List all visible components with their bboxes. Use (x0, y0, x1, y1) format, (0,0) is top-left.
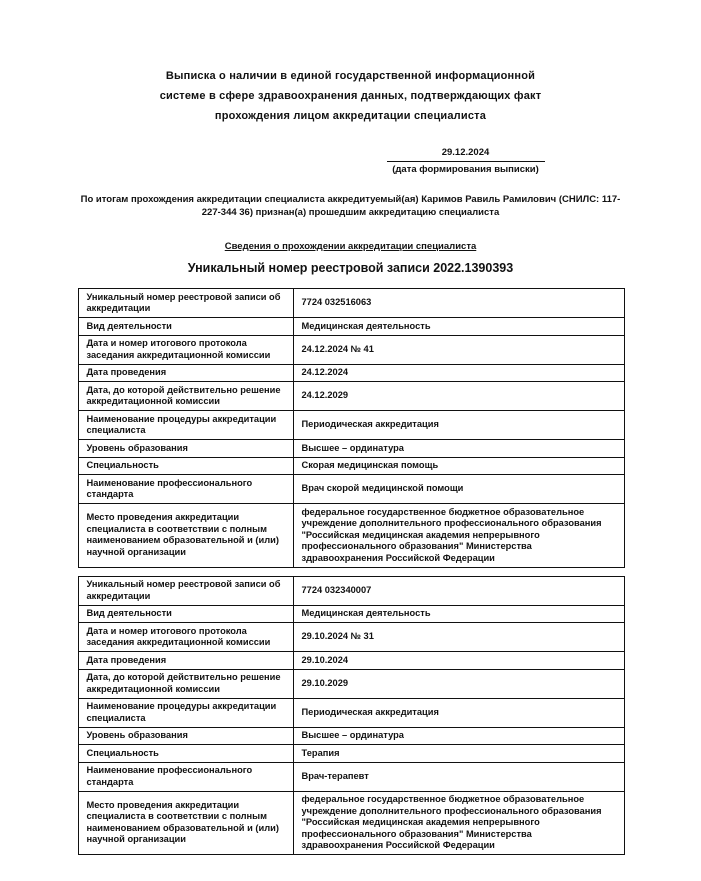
document-title-line-1: Выписка о наличии в единой государственной информационной (165, 70, 536, 82)
field-label: Специальность (78, 745, 293, 763)
accreditation-record-table-2 (78, 576, 625, 856)
field-value: Высшее – ординатура (293, 440, 624, 458)
field-label: Дата, до которой действительно решение аккредитационной комиссии (78, 669, 293, 698)
issue-date-block (387, 147, 545, 176)
field-label: Наименование процедуры аккредитации специалиста (78, 698, 293, 727)
table-row (78, 440, 624, 458)
table-row (78, 762, 624, 791)
section-heading: Сведения о прохождении аккредитации специалиста (224, 241, 477, 252)
field-value: Врач-терапевт (293, 762, 624, 791)
field-value: 24.12.2024 (293, 364, 624, 382)
table-row (78, 652, 624, 670)
field-value: Медицинская деятельность (293, 318, 624, 336)
field-label: Уровень образования (78, 440, 293, 458)
table-row (78, 411, 624, 440)
field-label: Наименование профессионального стандарта (78, 762, 293, 791)
field-value: 29.10.2024 (293, 652, 624, 670)
table-row (78, 318, 624, 336)
field-value: Периодическая аккредитация (293, 698, 624, 727)
intro-paragraph: По итогам прохождения аккредитации специалиста аккредитуемый(ая) Каримов Равиль Рамилович (СНИЛС: 117-227-344 36) признан(а) прошедшим аккредитацию специалиста (80, 194, 621, 218)
table-row (78, 669, 624, 698)
field-value: Высшее – ординатура (293, 727, 624, 745)
table-row (78, 698, 624, 727)
field-label: Уникальный номер реестровой записи об аккредитации (78, 289, 293, 318)
field-value: 29.10.2029 (293, 669, 624, 698)
field-label: Место проведения аккредитации специалиста в соответствии с полным наименованием образовательной и (или) научной организации (78, 504, 293, 568)
field-value: 29.10.2024 № 31 (293, 623, 624, 652)
field-label: Специальность (78, 457, 293, 475)
field-label: Вид деятельности (78, 318, 293, 336)
field-label: Дата проведения (78, 652, 293, 670)
field-value: Периодическая аккредитация (293, 411, 624, 440)
field-value: Медицинская деятельность (293, 605, 624, 623)
table-row (78, 457, 624, 475)
field-label: Дата проведения (78, 364, 293, 382)
field-value: федеральное государственное бюджетное образовательное учреждение дополнительного профессионального образования "Российская медицинская академия непрерывного профессионального образования" Министерства здравоохранения Российской Федерации (293, 504, 624, 568)
document-content (78, 66, 624, 855)
issue-date-caption: (дата формирования выписки) (392, 164, 539, 175)
table-row (78, 745, 624, 763)
table-row (78, 382, 624, 411)
field-label: Наименование профессионального стандарта (78, 475, 293, 504)
field-label: Место проведения аккредитации специалиста в соответствии с полным наименованием образовательной и (или) научной организации (78, 791, 293, 855)
field-label: Уровень образования (78, 727, 293, 745)
field-value: Терапия (293, 745, 624, 763)
table-row (78, 504, 624, 568)
table-row (78, 623, 624, 652)
field-value: 7724 032340007 (293, 576, 624, 605)
field-label: Наименование процедуры аккредитации специалиста (78, 411, 293, 440)
field-value: 24.12.2024 № 41 (293, 335, 624, 364)
document-title (78, 66, 624, 126)
field-label: Дата и номер итогового протокола заседания аккредитационной комиссии (78, 335, 293, 364)
document-title-line-2: системе в сфере здравоохранения данных, подтверждающих факт (159, 90, 542, 102)
accreditation-record-table-1 (78, 288, 625, 568)
table-row (78, 475, 624, 504)
field-label: Уникальный номер реестровой записи об аккредитации (78, 576, 293, 605)
table-row (78, 791, 624, 855)
field-value: федеральное государственное бюджетное образовательное учреждение дополнительного профессионального образования "Российская медицинская академия непрерывного профессионального образования" Министерства здравоохранения Российской Федерации (293, 791, 624, 855)
table-row (78, 289, 624, 318)
table-row (78, 576, 624, 605)
field-label: Вид деятельности (78, 605, 293, 623)
field-value: 7724 032516063 (293, 289, 624, 318)
field-label: Дата, до которой действительно решение аккредитационной комиссии (78, 382, 293, 411)
table-row (78, 335, 624, 364)
field-value: 24.12.2029 (293, 382, 624, 411)
registry-number-heading: Уникальный номер реестровой записи 2022.1390393 (187, 261, 514, 275)
issue-date: 29.12.2024 (387, 147, 545, 162)
document-title-line-3: прохождения лицом аккредитации специалиста (214, 110, 487, 122)
table-row (78, 364, 624, 382)
table-row (78, 727, 624, 745)
field-value: Врач скорой медицинской помощи (293, 475, 624, 504)
field-value: Скорая медицинская помощь (293, 457, 624, 475)
field-label: Дата и номер итогового протокола заседания аккредитационной комиссии (78, 623, 293, 652)
table-row (78, 605, 624, 623)
